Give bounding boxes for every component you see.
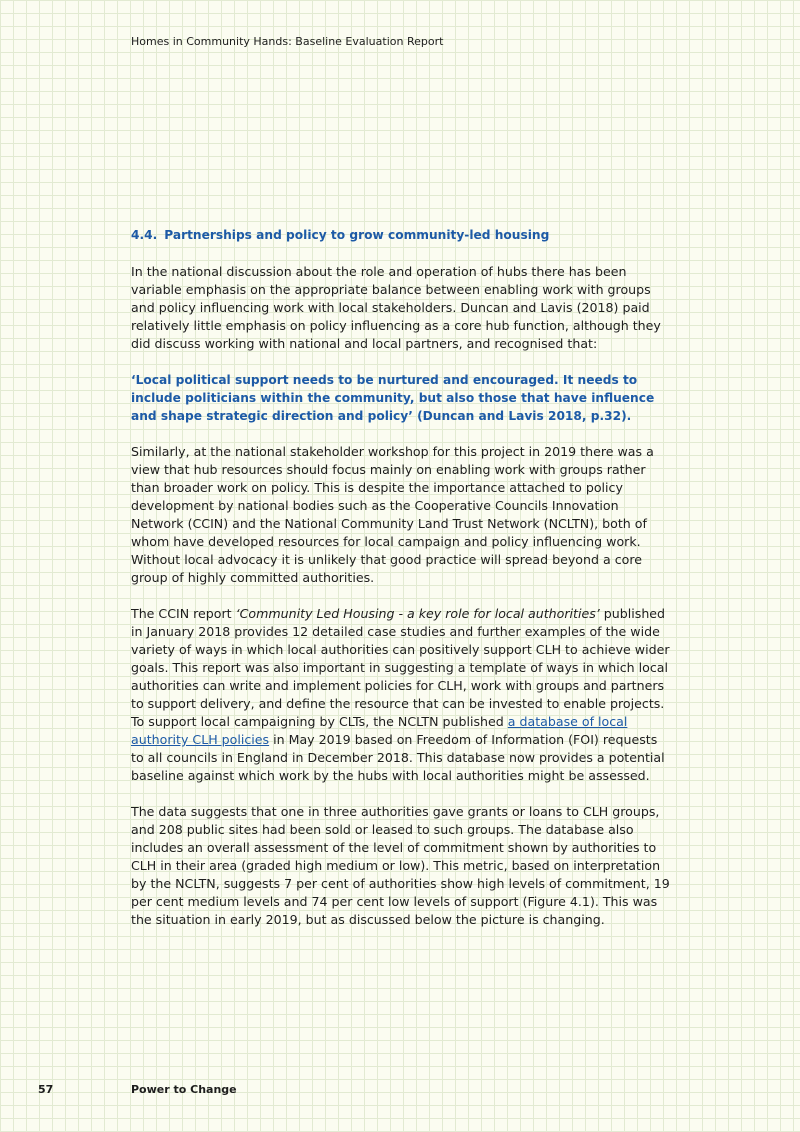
paragraph-3 <box>131 605 671 785</box>
paragraph-3-text-end: in May 2019 based on Freedom of Information (FOI) requests to all councils in England in December 2018. This database now provides a potential baseline against which work by the hubs with local authorities might be assessed. <box>131 732 665 783</box>
paragraph-4: The data suggests that one in three authorities gave grants or loans to CLH groups, and 208 public sites had been sold or leased to such groups. The database also includes an overall assessment of the level of commitment shown by authorities to CLH in their area (graded high medium or low). This metric, based on interpretation by the NCLTN, suggests 7 per cent of authorities show high levels of commitment, 19 per cent medium levels and 74 per cent low levels of support (Figure 4.1). This was the situation in early 2019, but as discussed below the picture is changing. <box>131 804 670 927</box>
pull-quote: ‘Local political support needs to be nurtured and encouraged. It needs to include politicians within the community, but also those that have influence and shape strategic direction and policy’ (Duncan and Lavis 2018, p.32). <box>131 373 655 423</box>
section-number: 4.4. <box>131 228 158 242</box>
footer-organisation: Power to Change <box>131 1083 237 1096</box>
paragraph-1: In the national discussion about the role and operation of hubs there has been variable emphasis on the appropriate balance between enabling work with groups and policy influencing work with local stakeholders. Duncan and Lavis (2018) paid relatively little emphasis on policy influencing as a core hub function, although they did discuss working with national and local partners, and recognised that: <box>131 264 661 351</box>
running-header: Homes in Community Hands: Baseline Evaluation Report <box>131 35 444 48</box>
section-heading <box>131 228 671 242</box>
section-title: Partnerships and policy to grow community-led housing <box>164 228 550 242</box>
report-title: ‘Community Led Housing - a key role for local authorities’ <box>235 606 600 621</box>
paragraph-3-text-middle: published in January 2018 provides 12 detailed case studies and further examples of the wide variety of ways in which local authorities can positively support CLH to achieve wider goals. This report was also important in suggesting a template of ways in which local authorities can write and implement policies for CLH, work with groups and partners to support delivery, and define the resource that can be invested to enable projects. To support local campaigning by CLTs, the NCLTN published <box>131 606 670 729</box>
page-number: 57 <box>38 1083 54 1096</box>
main-content <box>131 228 671 947</box>
paragraph-3-text-start: The CCIN report <box>131 606 236 621</box>
database-link[interactable]: a database of local authority CLH policies <box>131 714 628 747</box>
paragraph-2: Similarly, at the national stakeholder workshop for this project in 2019 there was a view that hub resources should focus mainly on enabling work with groups rather than broader work on policy. This is despite the importance attached to policy development by national bodies such as the Cooperative Councils Innovation Network (CCIN) and the National Community Land Trust Network (NCLTN), both of whom have developed resources for local campaign and policy influencing work. Without local advocacy it is unlikely that good practice will spread beyond a core group of highly committed authorities. <box>131 444 654 585</box>
